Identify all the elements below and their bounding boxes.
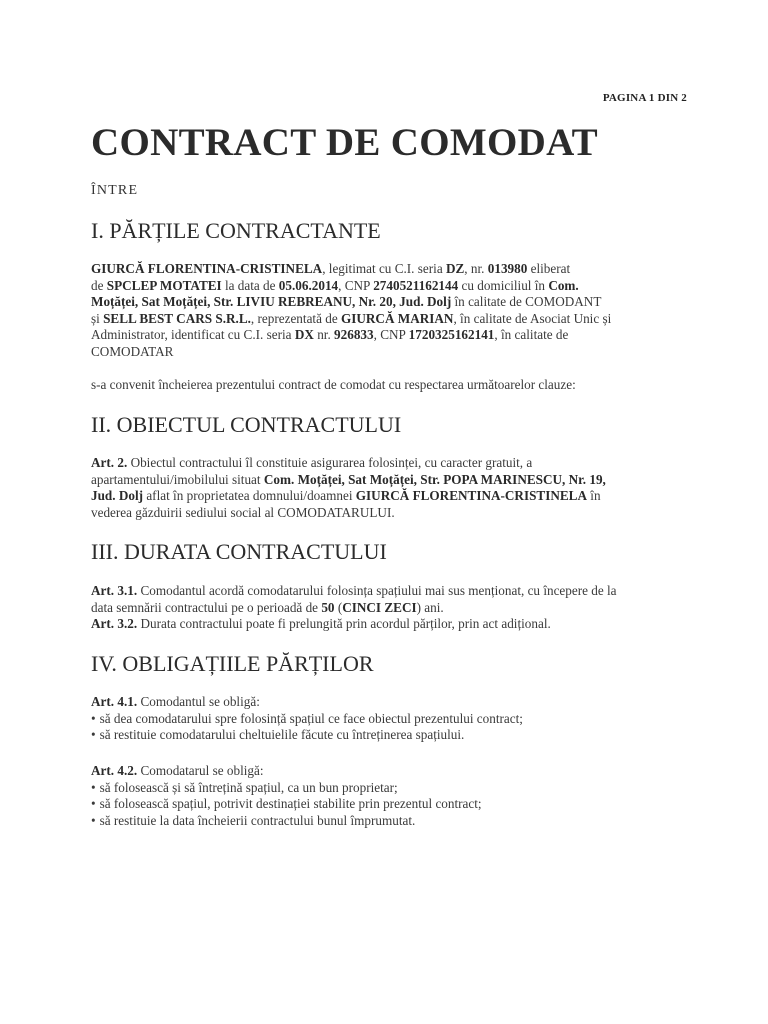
duration-line-3: Art. 3.2. Durata contractului poate fi prelungită prin acordul părților, prin act adițional. — [91, 616, 551, 631]
object-line-1: Art. 2. Obiectul contractului îl constituie asigurarea folosinței, cu caracter gratuit, a — [91, 455, 533, 470]
intro-label: ÎNTRE — [91, 183, 139, 198]
document-title: CONTRACT DE COMODAT — [91, 121, 598, 164]
parties-line-6: COMODATAR — [91, 343, 174, 359]
article-4-1-heading: Art. 4.1. Comodantul se obligă: — [91, 694, 260, 709]
duration-paragraph — [91, 583, 681, 633]
section-heading-duration: III. DURATA CONTRACTULUI — [91, 539, 387, 564]
parties-paragraph — [91, 261, 681, 360]
object-line-2: apartamentului/imobilului situat Com. Moțăței, Sat Moțăței, Str. POPA MARINESCU, Nr. 19, — [91, 471, 606, 487]
agreement-paragraph: s-a convenit încheierea prezentului contract de comodat cu respectarea următoarelor clauze: — [91, 377, 576, 392]
list-item: • să folosească spațiul, potrivit destinației stabilite prin prezentul contract; — [91, 796, 681, 813]
duration-line-2: data semnării contractului pe o perioadă de 50 (CINCI ZECI) ani. — [91, 599, 444, 615]
list-item: • să restituie la data încheierii contractului bunul împrumutat. — [91, 813, 681, 830]
parties-line-3: Moțăței, Sat Moțăței, Str. LIVIU REBREANU, Nr. 20, Jud. Dolj în calitate de COMODANT — [91, 294, 602, 309]
parties-line-2: de SPCLEP MOTATEI la data de 05.06.2014, CNP 2740521162144 cu domiciliul în Com. — [91, 277, 579, 293]
obligations-comodatar — [91, 763, 681, 829]
list-item: • să restituie comodatarului cheltuielile făcute cu întreținerea spațiului. — [91, 727, 681, 744]
parties-line-5: Administrator, identificat cu C.I. seria DX nr. 926833, CNP 1720325162141, în calitate de — [91, 327, 569, 342]
section-heading-object: II. OBIECTUL CONTRACTULUI — [91, 412, 402, 437]
page-number-label: PAGINA 1 DIN 2 — [602, 92, 687, 104]
object-line-3: Jud. Dolj aflat în proprietatea domnului/doamnei GIURCĂ FLORENTINA-CRISTINELA în — [91, 488, 601, 503]
list-item: • să dea comodatarului spre folosință spațiul ce face obiectul prezentului contract; — [91, 711, 681, 728]
object-paragraph — [91, 455, 681, 521]
obligations-comodant — [91, 694, 681, 744]
section-heading-obligations: IV. OBLIGAȚIILE PĂRȚILOR — [91, 651, 374, 676]
list-item: • să folosească și să întrețină spațiul, ca un bun proprietar; — [91, 780, 681, 797]
parties-line-1: GIURCĂ FLORENTINA-CRISTINELA, legitimat cu C.I. seria DZ, nr. 013980 eliberat — [91, 261, 571, 276]
parties-line-4: și SELL BEST CARS S.R.L., reprezentată de GIURCĂ MARIAN, în calitate de Asociat Unic și — [91, 310, 612, 326]
object-line-4: vederea găzduirii sediului social al COMODATARULUI. — [91, 504, 395, 520]
duration-line-1: Art. 3.1. Comodantul acordă comodatarului folosința spațiului mai sus menționat, cu începere de la — [91, 583, 617, 598]
article-4-2-heading: Art. 4.2. Comodatarul se obligă: — [91, 763, 264, 778]
section-heading-parties: I. PĂRȚILE CONTRACTANTE — [91, 218, 381, 243]
